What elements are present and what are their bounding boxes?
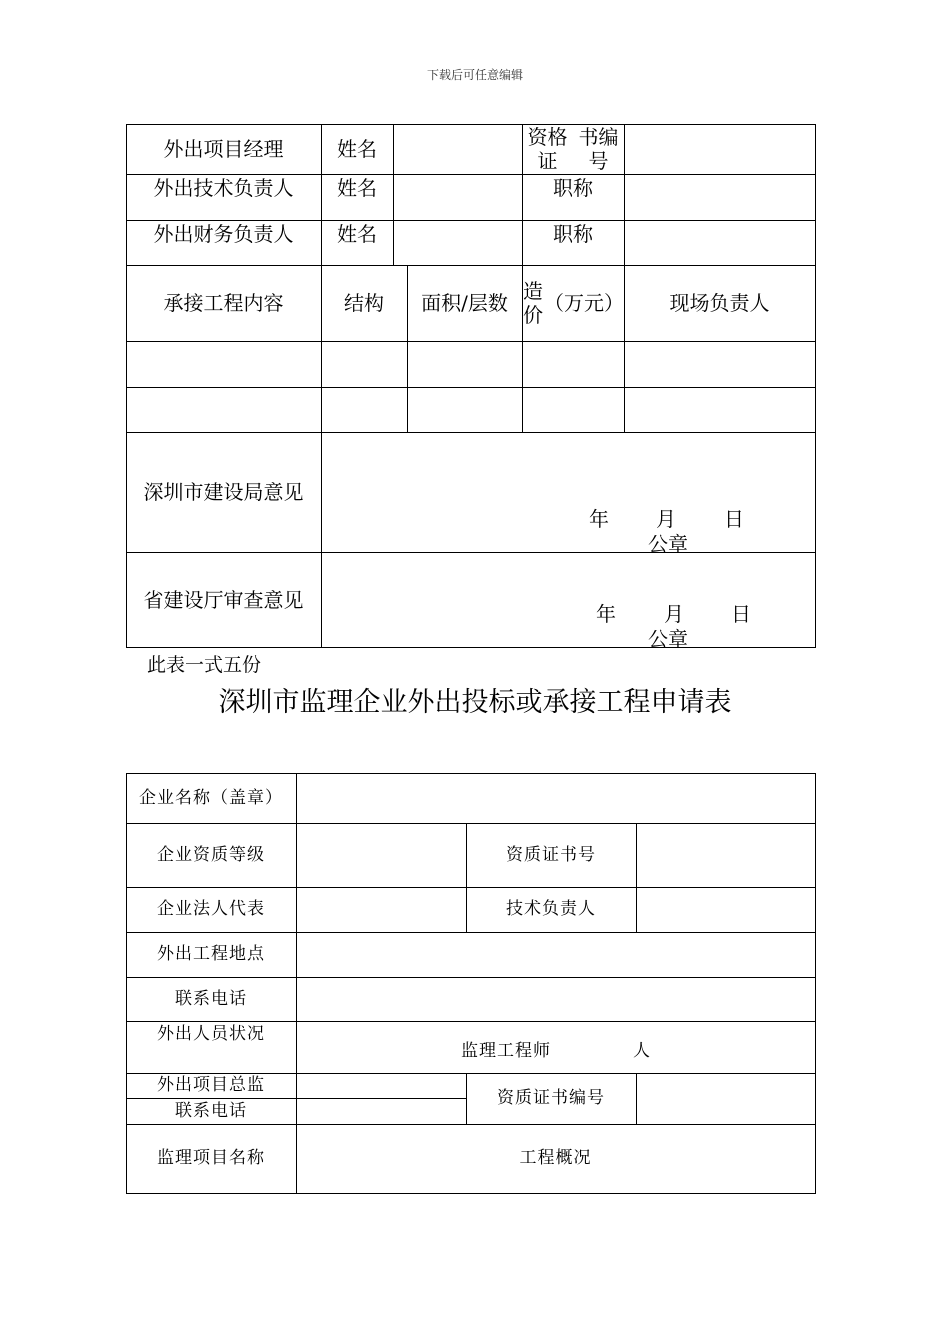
form-title: 深圳市监理企业外出投标或承接工程申请表 [218,687,732,718]
area-floors-header [407,265,522,341]
bureau-month-label: 月 [656,507,676,531]
phone-field[interactable] [297,978,815,1021]
bureau-seal-label: 公章 [648,532,688,556]
qualification-cert-field[interactable] [625,125,815,174]
dept-day-label: 日 [731,602,751,626]
tech-lead-name-field[interactable] [394,175,522,220]
chief-phone-field[interactable] [297,1099,466,1124]
dept-year-label: 年 [596,602,616,626]
company-name-label-line-1: 企业名称 [139,787,211,808]
bureau-day-label: 日 [724,507,744,531]
company-name-label [126,773,296,823]
finance-lead-name-field[interactable] [394,221,522,265]
contract-row-1-content[interactable] [127,342,321,387]
tech-lead-label: 外出技术负责人 [153,176,294,200]
qualification-level-label: 企业资质等级 [157,844,265,865]
name-label: 姓名 [337,222,377,246]
supervising-engineer-label: 监理工程师 [461,1041,551,1061]
bureau-label-line-2: 意见 [263,480,304,504]
qualification-level-field[interactable] [297,824,466,887]
project-name-label: 监理项目名称 [157,1148,265,1169]
legal-rep-field[interactable] [297,888,466,932]
cost-header-line-1: 造价 [523,279,543,327]
qualification-cert-label [522,124,624,174]
project-location-label: 外出工程地点 [157,944,265,965]
chief-supervisor-label: 外出项目总监 [157,1075,265,1096]
tech-lead-title-field[interactable] [625,175,815,220]
cost-header [522,265,624,341]
person-unit-label: 人 [633,1041,651,1061]
area-header-line-2: 层数 [467,291,508,315]
qualification-cert-label-line-2: 书编号 [578,125,619,173]
bureau-year-label: 年 [589,507,609,531]
dept-month-label: 月 [664,602,684,626]
site-manager-header: 现场负责人 [669,291,770,315]
project-overview-label: 工程概况 [519,1148,592,1169]
shenzhen-construction-bureau-label [126,432,321,552]
company-name-field[interactable] [297,774,815,823]
title-label: 职称 [553,222,593,246]
cost-header-line-3: 元） [584,291,624,315]
contract-content-header: 承接工程内容 [163,291,284,315]
name-label: 姓名 [337,176,377,200]
name-label: 姓名 [337,137,377,161]
dept-label-line-1: 省建设厅 [143,587,224,612]
cert-number-field[interactable] [637,1074,815,1124]
copies-note: 此表一式五份 [147,654,262,676]
qualification-cert-no-field[interactable] [637,824,815,887]
cost-header-line-2: （万 [544,291,584,315]
finance-lead-title-field[interactable] [625,221,815,265]
area-header-line-1: 面积/ [421,291,468,315]
dept-label-line-2: 审查意见 [223,587,304,612]
project-manager-label: 外出项目经理 [163,137,284,161]
title-label: 职称 [553,176,593,200]
provincial-construction-dept-label [126,552,321,647]
page-header-note: 下载后可任意编辑 [426,68,523,82]
structure-header: 结构 [344,291,384,315]
phone-label: 联系电话 [175,988,247,1009]
chief-phone-label: 联系电话 [175,1100,247,1121]
company-name-label-line-2: （盖章） [211,787,283,808]
bureau-label-line-1: 深圳市建设局 [143,480,264,504]
qualification-cert-no-label: 资质证书号 [506,844,596,865]
project-location-field[interactable] [297,933,815,977]
project-manager-name-field[interactable] [394,125,522,174]
tech-lead-field-2[interactable] [637,888,815,932]
qualification-cert-label-line-1: 资格证 [527,125,568,173]
dept-seal-label: 公章 [648,627,688,651]
tech-lead-label-2: 技术负责人 [506,899,596,920]
finance-lead-label: 外出财务负责人 [153,222,294,246]
legal-rep-label: 企业法人代表 [157,899,265,920]
chief-supervisor-field[interactable] [297,1074,466,1098]
staff-status-label: 外出人员状况 [157,1023,265,1044]
contract-row-2-content[interactable] [127,388,321,432]
cert-number-label: 资质证书编号 [497,1088,605,1109]
